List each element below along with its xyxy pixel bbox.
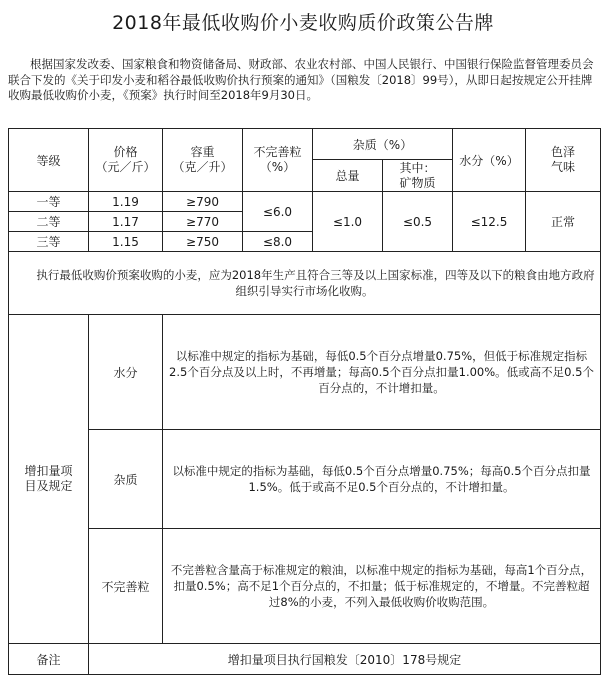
grade-cell: 三等 [9, 232, 89, 252]
price-cell: 1.15 [89, 232, 163, 252]
header-row [9, 129, 601, 160]
mineral-header: 其中： 矿物质 [383, 160, 453, 192]
grade-header: 等级 [9, 129, 89, 192]
policy-row [9, 252, 601, 315]
policy-table [8, 128, 601, 675]
moisture-header: 水分（%） [453, 129, 526, 192]
price-cell: 1.19 [89, 192, 163, 212]
impurity-header: 杂质（%） [313, 129, 453, 160]
color-cell: 正常 [526, 192, 601, 252]
note-label: 备注 [9, 644, 89, 675]
impurity-total-cell: ≤1.0 [313, 192, 383, 252]
adjust-item-name: 不完善粒 [89, 529, 163, 644]
adjust-item-text: 不完善粒含量高于标准规定的粮油，以标准中规定的指标为基础，每高1个百分点，扣量0.5%；高不足1个百分点的，不扣量；低于标准规定的，不增量。不完善粒超过8%的小麦，不列入最低收购价收购范围。 [163, 529, 601, 644]
density-cell: ≥790 [163, 192, 243, 212]
adjust-item-name: 杂质 [89, 430, 163, 529]
imperfect-header: 不完善粒 （%） [243, 129, 313, 192]
mineral-cell: ≤0.5 [383, 192, 453, 252]
price-header: 价格 （元／斤） [89, 129, 163, 192]
note-row [9, 644, 601, 675]
adjust-item-name: 水分 [89, 315, 163, 430]
adjust-row [9, 315, 601, 430]
density-header: 容重 （克／升） [163, 129, 243, 192]
color-header: 色泽 气味 [526, 129, 601, 192]
policy-text: 执行最低收购价预案收购的小麦，应为2018年生产且符合三等及以上国家标准，四等及以下的粮食由地方政府组织引导实行市场化收购。 [9, 252, 601, 315]
adjust-row [9, 430, 601, 529]
density-cell: ≥770 [163, 212, 243, 232]
grade-row [9, 192, 601, 212]
density-cell: ≥750 [163, 232, 243, 252]
grade-cell: 二等 [9, 212, 89, 232]
note-text: 增扣量项目执行国粮发〔2010〕178号规定 [89, 644, 601, 675]
adjust-row [9, 529, 601, 644]
price-cell: 1.17 [89, 212, 163, 232]
imperfect-cell: ≤6.0 [243, 192, 313, 232]
adjust-item-text: 以标准中规定的指标为基础，每低0.5个百分点增量0.75%；每高0.5个百分点扣量1.5%。低于或高不足0.5个百分点的，不计增扣量。 [163, 430, 601, 529]
grade-cell: 一等 [9, 192, 89, 212]
moisture-cell: ≤12.5 [453, 192, 526, 252]
page-title: 2018年最低收购价小麦收购质价政策公告牌 [112, 12, 494, 34]
adjust-item-text: 以标准中规定的指标为基础，每低0.5个百分点增量0.75%，但低于标准规定指标2.5个百分点及以上时，不再增量；每高0.5个百分点扣量1.00%。低或高不足0.5个百分点的，不计增扣量。 [163, 315, 601, 430]
imperfect-cell: ≤8.0 [243, 232, 313, 252]
impurity-total-header: 总量 [313, 160, 383, 192]
intro-paragraph: 根据国家发改委、国家粮食和物资储备局、财政部、农业农村部、中国人民银行、中国银行保险监督管理委员会联合下发的《关于印发小麦和稻谷最低收购价执行预案的通知》（国粮发〔2018〕99号），从即日起按规定公开挂牌收购最低收购价小麦，《预案》执行时间至2018年9月30日。 [8, 57, 594, 102]
adjust-label: 增扣量项 目及规定 [9, 315, 89, 644]
